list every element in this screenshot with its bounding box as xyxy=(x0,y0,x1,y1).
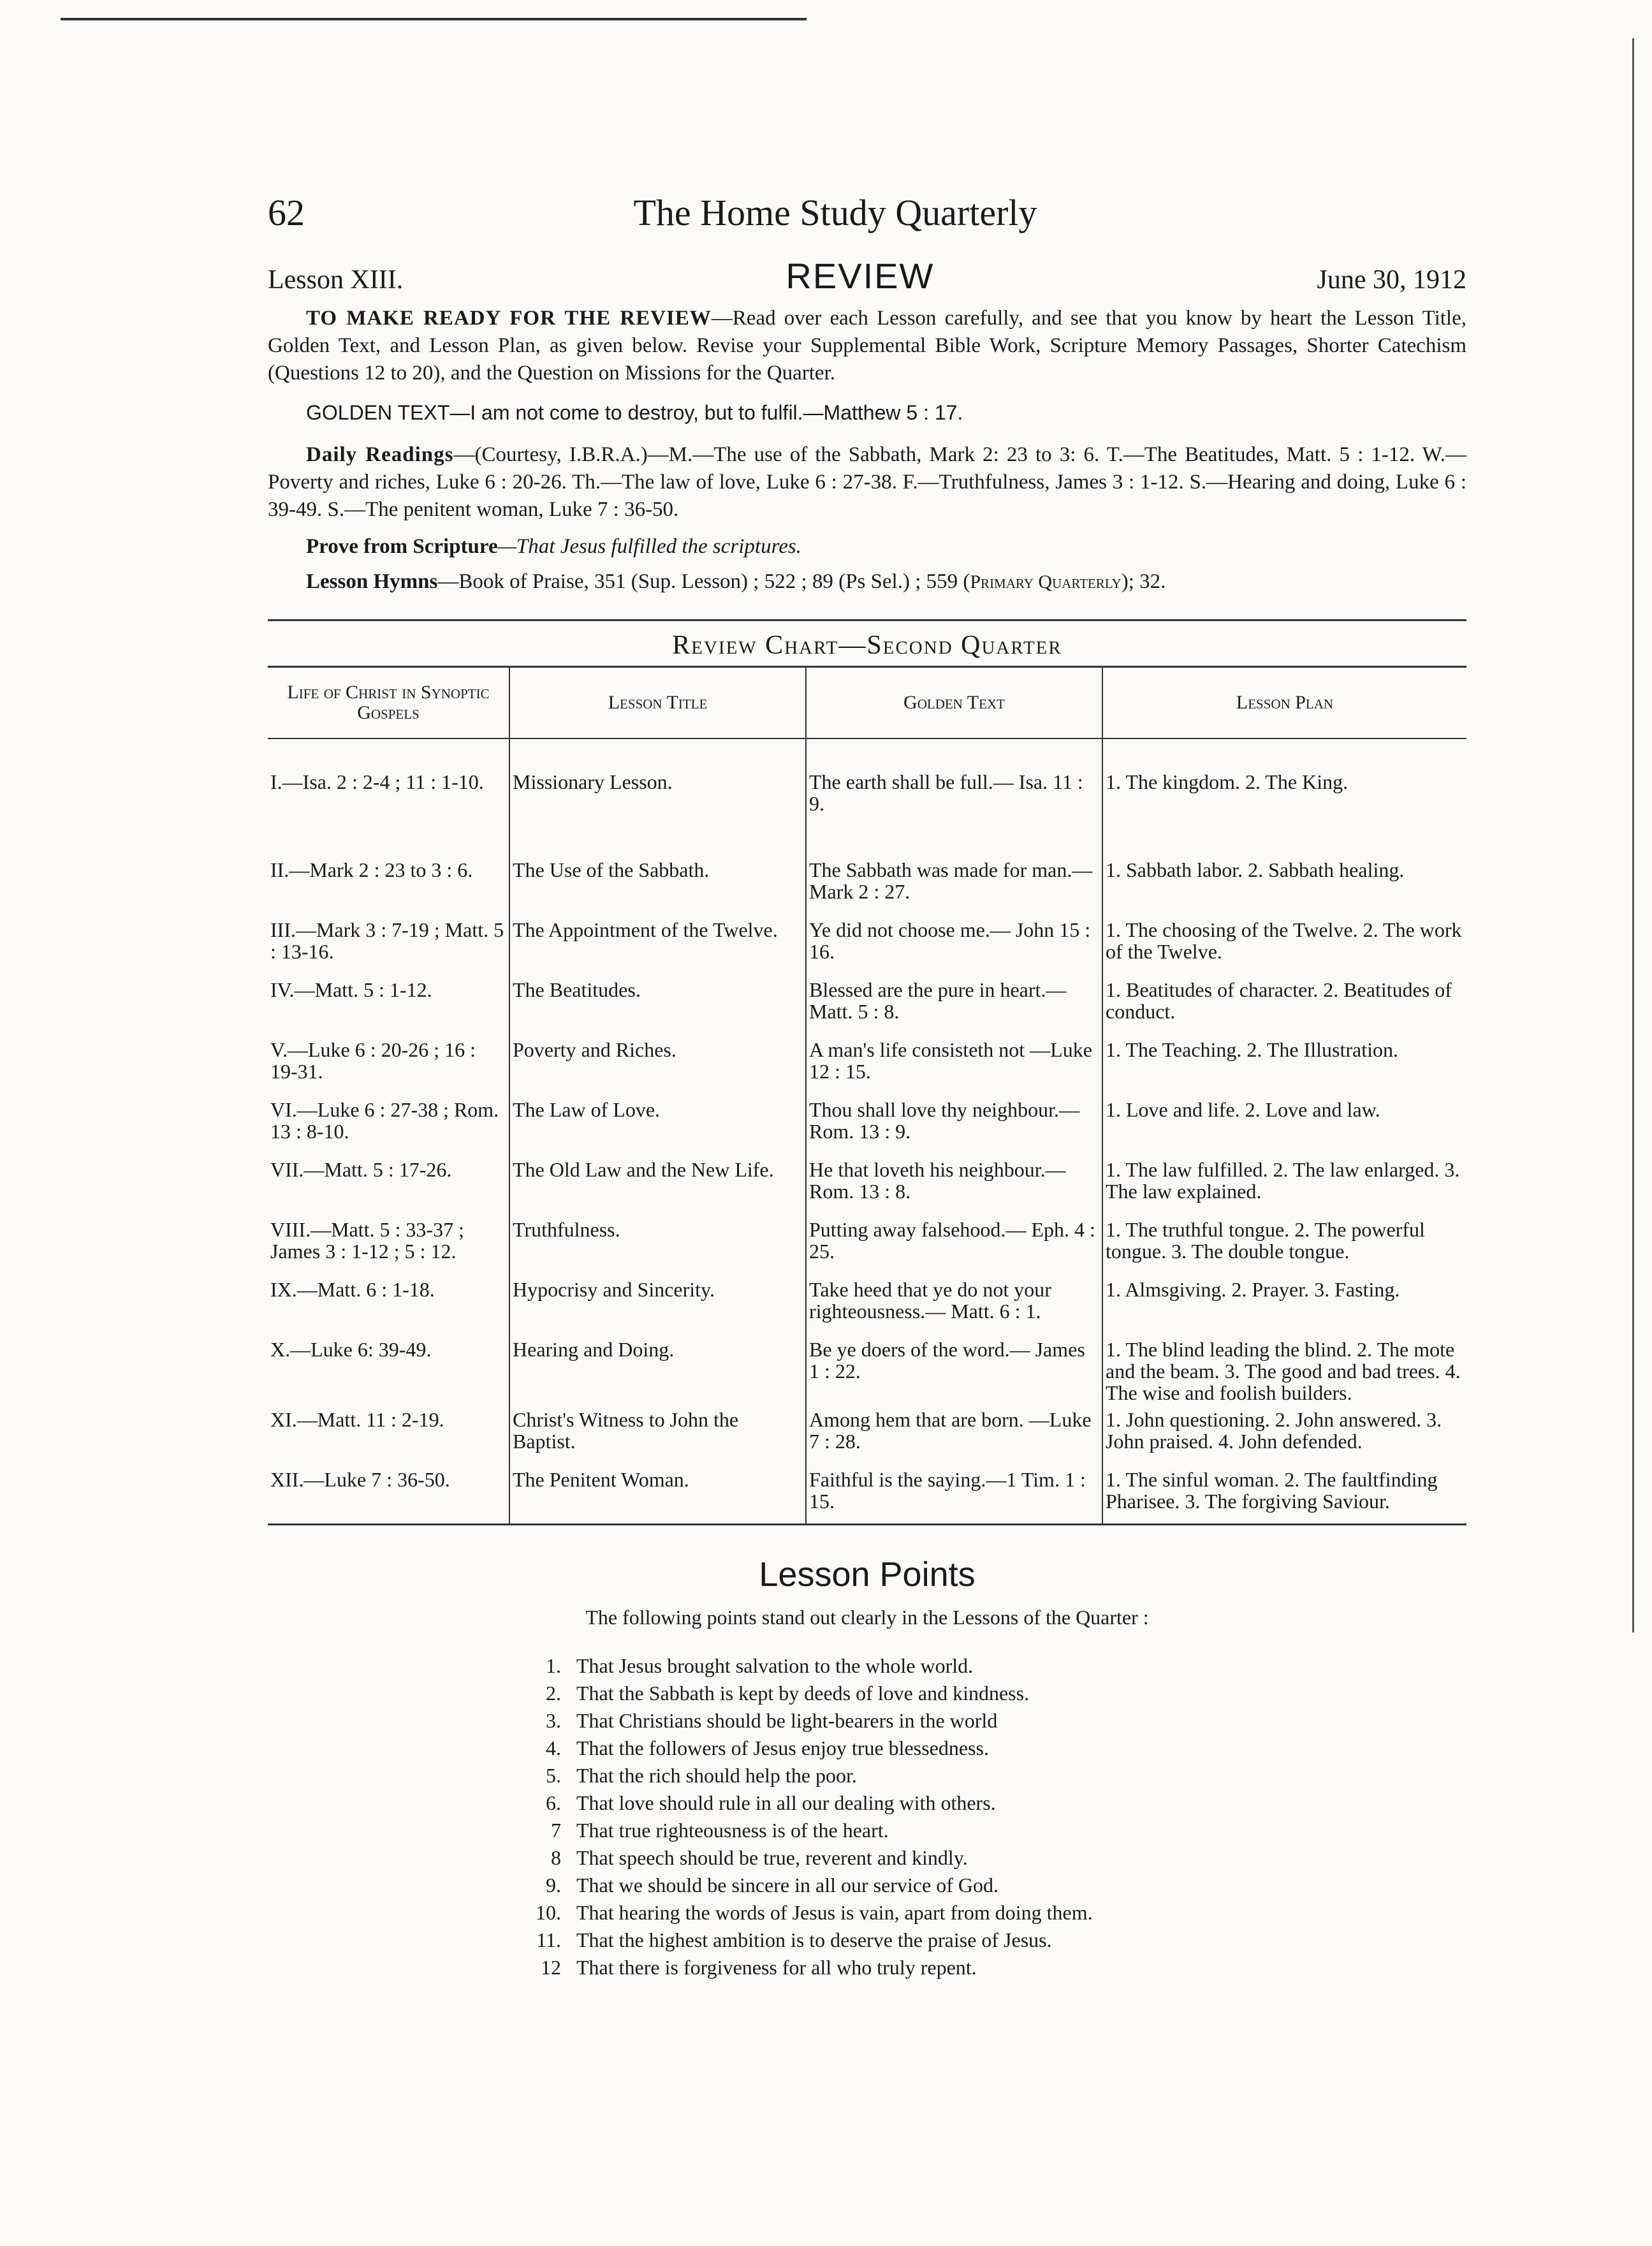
cell-scripture-ref: VI.—Luke 6 : 27-38 ; Rom. 13 : 8-10. xyxy=(268,1094,509,1154)
table-header-row xyxy=(268,668,1466,738)
hymns-tail: ); 32. xyxy=(1121,570,1166,593)
point-number: 7 xyxy=(551,1819,561,1842)
publication-title: The Home Study Quarterly xyxy=(633,192,1037,233)
prove-text: —That Jesus fulfilled the scriptures. xyxy=(497,535,801,558)
cell-scripture-ref: IX.—Matt. 6 : 1-18. xyxy=(268,1273,509,1333)
table-row xyxy=(268,1464,1466,1525)
point-number: 1. xyxy=(546,1654,561,1677)
column-header-title: Lesson Title xyxy=(509,668,806,738)
cell-scripture-ref: XII.—Luke 7 : 36-50. xyxy=(268,1464,509,1525)
cell-golden-text: The earth shall be full.— Isa. 11 : 9. xyxy=(806,738,1102,854)
cell-lesson-title: Poverty and Riches. xyxy=(509,1034,806,1094)
lesson-points-title: Lesson Points xyxy=(759,1555,976,1594)
lesson-header xyxy=(268,255,1466,305)
list-item xyxy=(510,1954,1466,1981)
cell-lesson-title: The Penitent Woman. xyxy=(509,1464,806,1525)
list-item xyxy=(510,1707,1466,1735)
prove-label: Prove from Scripture xyxy=(306,535,498,558)
point-number: 12 xyxy=(541,1956,561,1979)
point-text: That hearing the words of Jesus is vain, apart from doing them. xyxy=(576,1901,1093,1924)
cell-lesson-title: Missionary Lesson. xyxy=(509,738,806,854)
lesson-hymns xyxy=(306,570,1466,594)
list-item xyxy=(510,1899,1466,1927)
lesson-title: REVIEW xyxy=(786,256,935,296)
cell-lesson-plan: 1. John questioning. 2. John answered. 3. John praised. 4. John defended. xyxy=(1106,1408,1442,1453)
cell-lesson-title: The Use of the Sabbath. xyxy=(509,854,806,914)
list-item xyxy=(510,1844,1466,1872)
list-item xyxy=(510,1680,1466,1707)
column-header-life: Life of Christ in Synoptic Gospels xyxy=(268,668,509,738)
table-row xyxy=(268,854,1466,914)
point-number: 4. xyxy=(546,1736,561,1759)
cell-lesson-title: Hearing and Doing. xyxy=(509,1333,806,1404)
cell-scripture-ref: VII.—Matt. 5 : 17-26. xyxy=(268,1154,509,1214)
point-number: 2. xyxy=(546,1682,561,1705)
table-row xyxy=(268,1034,1466,1094)
review-chart-title: Review Chart—Second Quarter xyxy=(268,621,1466,668)
point-number: 3. xyxy=(546,1709,561,1732)
intro-paragraph xyxy=(268,305,1466,387)
daily-readings-label: Daily Readings xyxy=(306,443,454,466)
review-chart xyxy=(268,619,1466,1525)
point-text: That Christians should be light-bearers in the world xyxy=(576,1709,998,1732)
table-row xyxy=(268,1154,1466,1214)
lesson-number: Lesson XIII. xyxy=(268,265,404,295)
point-text: That Jesus brought salvation to the whole world. xyxy=(576,1654,974,1677)
point-text: That the rich should help the poor. xyxy=(576,1764,857,1787)
cell-scripture-ref: VIII.—Matt. 5 : 33-37 ; James 3 : 1-12 ; 5 : 12. xyxy=(268,1214,509,1273)
cell-scripture-ref: X.—Luke 6: 39-49. xyxy=(268,1333,509,1404)
cell-golden-text: The Sabbath was made for man.—Mark 2 : 27. xyxy=(806,854,1102,914)
cell-golden-text: Take heed that ye do not your righteousness.— Matt. 6 : 1. xyxy=(806,1273,1102,1333)
point-text: That true righteousness is of the heart. xyxy=(576,1819,889,1842)
list-item xyxy=(510,1927,1466,1954)
cell-lesson-plan: 1. Beatitudes of character. 2. Beatitudes of conduct. xyxy=(1106,978,1452,1023)
point-number: 8 xyxy=(551,1846,561,1869)
scan-edge xyxy=(1632,38,1652,1633)
cell-lesson-plan: 1. Sabbath labor. 2. Sabbath healing. xyxy=(1106,858,1405,881)
table-row xyxy=(268,1273,1466,1333)
point-text: That speech should be true, reverent and kindly. xyxy=(576,1846,968,1869)
cell-golden-text: Putting away falsehood.— Eph. 4 : 25. xyxy=(806,1214,1102,1273)
list-item xyxy=(510,1652,1466,1680)
point-text: That there is forgiveness for all who truly repent. xyxy=(576,1956,977,1979)
hymns-small-caps: Primary Quarterly xyxy=(970,571,1122,592)
table-row xyxy=(268,1333,1466,1404)
cell-lesson-plan: 1. The sinful woman. 2. The faultfinding Pharisee. 3. The forgiving Saviour. xyxy=(1102,1464,1466,1525)
list-item xyxy=(510,1872,1466,1899)
cell-lesson-plan: 1. The law fulfilled. 2. The law enlarged. 3. The law explained. xyxy=(1106,1158,1460,1203)
cell-golden-text: Faithful is the saying.—1 Tim. 1 : 15. xyxy=(806,1464,1102,1525)
lesson-points-list xyxy=(510,1652,1466,1981)
list-item xyxy=(510,1789,1466,1817)
cell-lesson-plan: 1. The truthful tongue. 2. The powerful tongue. 3. The double tongue. xyxy=(1106,1218,1425,1263)
cell-lesson-title: Hypocrisy and Sincerity. xyxy=(509,1273,806,1333)
point-text: That the highest ambition is to deserve the praise of Jesus. xyxy=(576,1928,1052,1951)
column-header-plan: Lesson Plan xyxy=(1102,668,1466,738)
cell-lesson-plan: 1. Almsgiving. 2. Prayer. 3. Fasting. xyxy=(1106,1278,1400,1301)
cell-lesson-title: The Law of Love. xyxy=(509,1094,806,1154)
cell-golden-text: Among hem that are born. —Luke 7 : 28. xyxy=(806,1404,1102,1464)
top-rule xyxy=(61,18,807,20)
point-number: 10. xyxy=(536,1901,561,1924)
point-text: That love should rule in all our dealing with others. xyxy=(576,1791,996,1814)
page xyxy=(268,191,1466,1981)
table-body xyxy=(268,738,1466,1525)
cell-golden-text: He that loveth his neighbour.—Rom. 13 : 8. xyxy=(806,1154,1102,1214)
table-row xyxy=(268,974,1466,1034)
cell-scripture-ref: XI.—Matt. 11 : 2-19. xyxy=(268,1404,509,1464)
table-row xyxy=(268,738,1466,854)
cell-golden-text: Thou shall love thy neighbour.—Rom. 13 : 9. xyxy=(806,1094,1102,1154)
cell-golden-text: Ye did not choose me.— John 15 : 16. xyxy=(806,914,1102,974)
cell-lesson-plan: 1. Love and life. 2. Love and law. xyxy=(1106,1098,1380,1121)
list-item xyxy=(510,1817,1466,1844)
cell-scripture-ref: II.—Mark 2 : 23 to 3 : 6. xyxy=(268,854,509,914)
page-number: 62 xyxy=(268,192,305,233)
cell-lesson-plan: 1. The kingdom. 2. The King. xyxy=(1106,770,1349,793)
cell-scripture-ref: IV.—Matt. 5 : 1-12. xyxy=(268,974,509,1034)
point-number: 11. xyxy=(536,1928,561,1951)
daily-readings-text: —(Courtesy, I.B.R.A.)—M.—The use of the Sabbath, Mark 2: 23 to 3: 6. T.—The Beatitudes, Matt. 5 : 1-12. W.—Poverty and riches, Luke 6 : 20-26. Th.—The law of love, Luke 6 : 27-38. F.—Truthfulness, James 3 : 1-12. S.—Hearing and doing, Luke 6 : 39-49. S.—The penitent woman, Luke 7 : 36-50. xyxy=(268,443,1466,521)
point-text: That the followers of Jesus enjoy true blessedness. xyxy=(576,1736,989,1759)
table-row xyxy=(268,914,1466,974)
list-item xyxy=(510,1735,1466,1762)
cell-golden-text: Blessed are the pure in heart.—Matt. 5 : 8. xyxy=(806,974,1102,1034)
lesson-points-intro: The following points stand out clearly in the Lessons of the Quarter : xyxy=(585,1606,1149,1629)
intro-text: —Read over each Lesson carefully, and see that you know by heart the Lesson Title, Golden Text, and Lesson Plan, as given below. Revise your Supplemental Bible Work, Scripture Memory Passages, Shorter Catechism (Questions 12 to 20), and the Question on Missions for the Quarter. xyxy=(268,307,1466,385)
cell-golden-text: A man's life consisteth not —Luke 12 : 15. xyxy=(806,1034,1102,1094)
cell-lesson-title: Christ's Witness to John the Baptist. xyxy=(509,1404,806,1464)
lesson-date: June 30, 1912 xyxy=(1317,265,1466,295)
cell-lesson-title: The Old Law and the New Life. xyxy=(509,1154,806,1214)
prove-from-scripture xyxy=(306,535,1466,559)
cell-lesson-title: Truthfulness. xyxy=(509,1214,806,1273)
point-text: That the Sabbath is kept by deeds of love and kindness. xyxy=(576,1682,1030,1705)
cell-golden-text: Be ye doers of the word.— James 1 : 22. xyxy=(806,1333,1102,1404)
hymns-label: Lesson Hymns xyxy=(306,570,438,593)
table-row xyxy=(268,1214,1466,1273)
cell-lesson-plan: 1. The Teaching. 2. The Illustration. xyxy=(1106,1038,1398,1061)
intro-heading: TO MAKE READY FOR THE REVIEW xyxy=(306,307,712,330)
column-header-golden-text: Golden Text xyxy=(806,668,1102,738)
cell-scripture-ref: III.—Mark 3 : 7-19 ; Matt. 5 : 13-16. xyxy=(268,914,509,974)
daily-readings xyxy=(268,441,1466,524)
hymns-text: —Book of Praise, 351 (Sup. Lesson) ; 522 ; 89 (Ps Sel.) ; 559 ( xyxy=(437,570,970,593)
list-item xyxy=(510,1762,1466,1789)
golden-text: GOLDEN TEXT—I am not come to destroy, but to fulfil.—Matthew 5 : 17. xyxy=(306,401,963,424)
page-header xyxy=(268,191,1466,249)
point-text: That we should be sincere in all our service of God. xyxy=(576,1874,999,1897)
review-table xyxy=(268,668,1466,1525)
cell-scripture-ref: V.—Luke 6 : 20-26 ; 16 : 19-31. xyxy=(268,1034,509,1094)
cell-scripture-ref: I.—Isa. 2 : 2-4 ; 11 : 1-10. xyxy=(268,738,509,854)
table-row xyxy=(268,1094,1466,1154)
cell-lesson-plan: 1. The blind leading the blind. 2. The mote and the beam. 3. The good and bad trees. 4. The wise and foolish builders. xyxy=(1106,1338,1461,1404)
cell-lesson-plan: 1. The choosing of the Twelve. 2. The work of the Twelve. xyxy=(1106,918,1462,963)
table-row xyxy=(268,1404,1466,1464)
point-number: 9. xyxy=(546,1874,561,1897)
point-number: 5. xyxy=(546,1764,561,1787)
cell-lesson-title: The Appointment of the Twelve. xyxy=(509,914,806,974)
cell-lesson-title: The Beatitudes. xyxy=(509,974,806,1034)
point-number: 6. xyxy=(546,1791,561,1814)
